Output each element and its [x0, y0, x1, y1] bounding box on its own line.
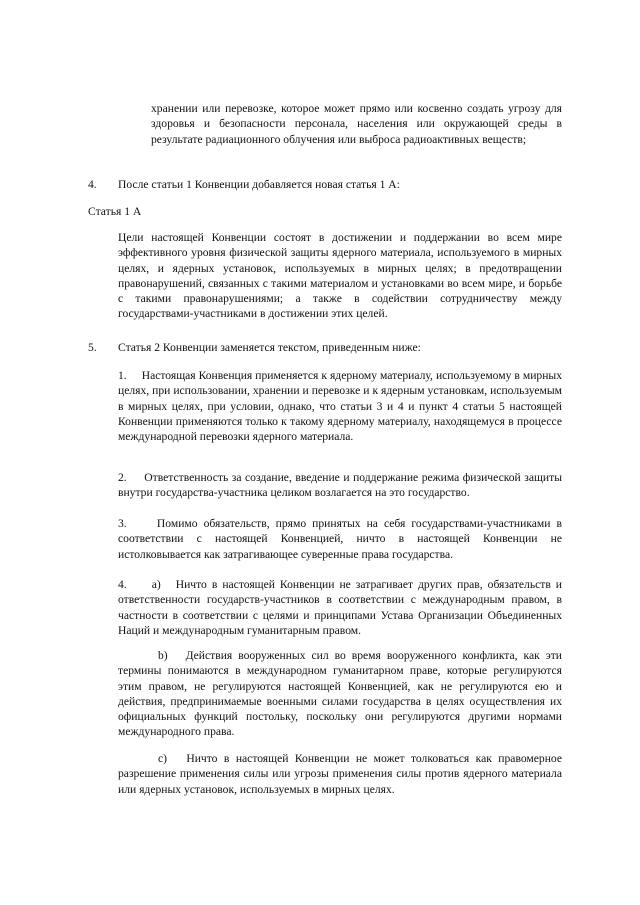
paragraph-3: 3. Помимо обязательств, прямо принятых на себя государствами-участниками в соответствии с настоящей Конвенцией, ничто в настоящей Конвенции не истолковывается как затрагивающее суверенные права государства. [118, 517, 565, 561]
paragraph-4b: b) Действия вооруженных сил во время вооруженного конфликта, как эти термины понимаются в международном гуманитарном праве, которые регулируются этим правом, не регулируются настоящей Конвенцией, как не регулируются ею и действия, предпринимаемые военными силами государства в целях осуществления их официальных функций постольку, поскольку они регулируются другими нормами международного права. [118, 649, 565, 739]
article-heading: Статья 1 А [88, 205, 142, 218]
item-4-number: 4. [88, 178, 97, 191]
article-body-paragraph: Цели настоящей Конвенции состоят в достижении и поддержании во всем мире эффективного уровня физической защиты ядерного материала, используемого в мирных целях, и ядерных установок, используемых в мирных целях; в предотвращении правонарушений, связанных с такими материалом и установками во всем мире, и борьбе с такими правонарушениями; а также в содействии сотрудничеству между государствами-участниками в достижении этих целей. [118, 231, 562, 321]
item-4-text: После статьи 1 Конвенции добавляется новая статья 1 А: [118, 178, 400, 191]
item-5-text: Статья 2 Конвенции заменяется текстом, приведенным ниже: [118, 341, 421, 354]
paragraph-1: 1. Настоящая Конвенция применяется к ядерному материалу, используемому в мирных целях, при использовании, хранении и перевозке и к ядерным установкам, используемым в мирных целях, при условии, однако, что статьи 3 и 4 и пункт 4 статьи 5 настоящей Конвенции применяются только к такому ядерному материалу, находящемуся в процессе международной перевозки ядерного материала. [118, 369, 565, 444]
continuation-paragraph: хранении или перевозке, которое может прямо или косвенно создать угрозу для здоровья и безопасности персонала, населения или окружающей среды в результате радиационного облучения или выброса радиоактивных веществ; [151, 102, 562, 146]
paragraph-4c: c) Ничто в настоящей Конвенции не может толковаться как правомерное разрешение применения силы или угрозы применения силы против ядерного материала или ядерных установок, используемых в мирных целях. [118, 752, 565, 796]
paragraph-4a: 4. a) Ничто в настоящей Конвенции не затрагивает других прав, обязательств и ответственности государств-участников в соответствии с международным правом, в частности в соответствии с целями и принципами Устава Организации Объединенных Наций и международным гуманитарным правом. [118, 578, 565, 637]
paragraph-2: 2. Ответственность за создание, введение и поддержание режима физической защиты внутри государства-участника целиком возлагается на это государство. [118, 471, 565, 500]
item-5-number: 5. [88, 341, 97, 354]
